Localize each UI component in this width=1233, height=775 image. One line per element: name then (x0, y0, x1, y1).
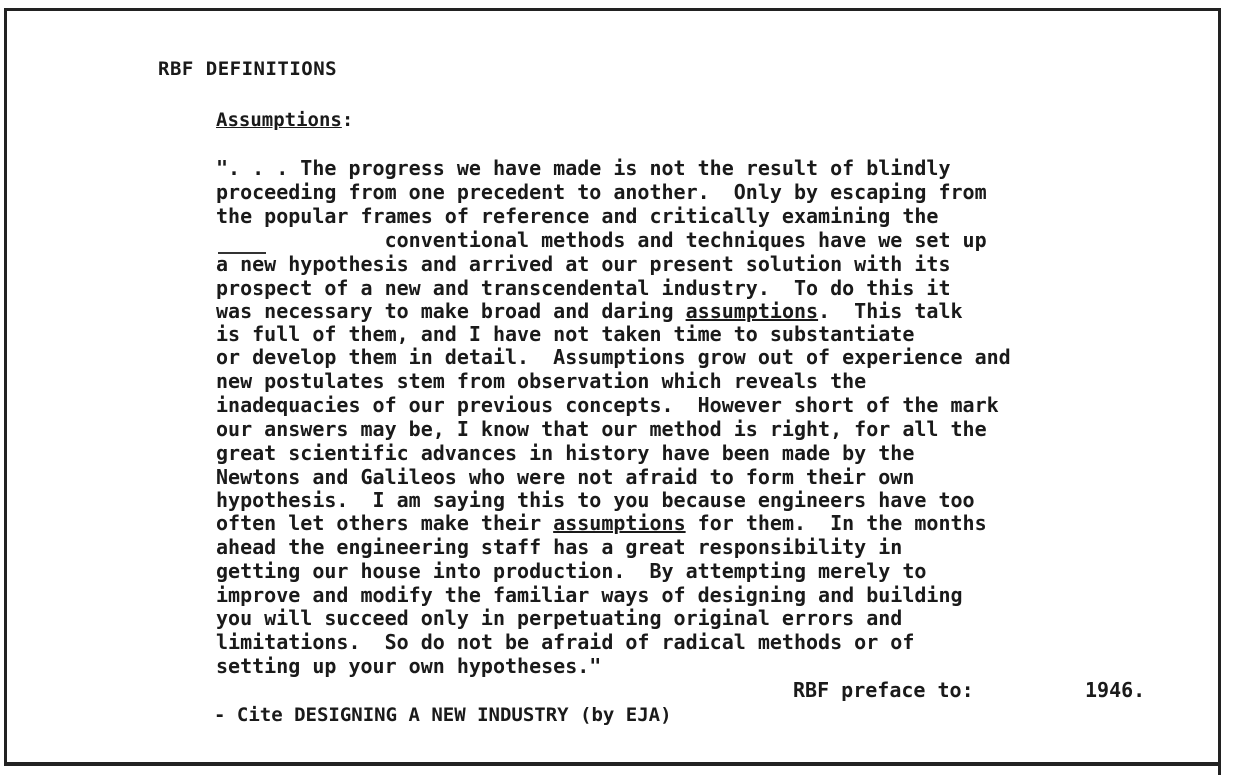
quote-line: our answers may be, I know that our method is right, for all the (216, 417, 987, 441)
citation: - Cite DESIGNING A NEW INDUSTRY (by EJA) (214, 704, 672, 726)
right-edge-rule (1218, 8, 1221, 775)
quote-line: the popular frames of reference and critically examining the (216, 204, 939, 228)
document-header: RBF DEFINITIONS (158, 58, 338, 80)
section-heading-colon: : (341, 109, 354, 131)
section-heading (216, 109, 353, 131)
quote-line: ". . . The progress we have made is not the result of blindly (216, 156, 951, 180)
section-heading-text: Assumptions (216, 109, 342, 131)
quote-line-tail: for them. In the months (685, 511, 987, 535)
quote-line: inadequacies of our previous concepts. However short of the mark (216, 393, 999, 417)
quote-line (216, 300, 963, 322)
quote-line: is full of them, and I have not taken time to substantiate (216, 322, 915, 346)
quote-line: improve and modify the familiar ways of designing and building (216, 583, 963, 607)
attribution: RBF preface to: (793, 678, 974, 702)
quote-line: a new hypothesis and arrived at our present solution with its (216, 252, 951, 276)
quote-line-text: was necessary to make broad and daring (216, 299, 686, 323)
quote-line: ahead the engineering staff has a great responsibility in (216, 535, 903, 559)
quote-line: or develop them in detail. Assumptions grow out of experience and (216, 345, 1011, 369)
attribution-year: 1946. (1085, 678, 1146, 702)
quote-line: limitations. So do not be afraid of radical methods or of (216, 630, 915, 654)
underlined-word: assumptions (685, 299, 819, 323)
quote-line-text: often let others make their (216, 511, 554, 535)
quote-line: you will succeed only in perpetuating original errors and (216, 606, 903, 630)
quote-line: hypothesis. I am saying this to you because engineers have too (216, 488, 975, 512)
quote-line: getting our house into production. By attempting merely to (216, 559, 927, 583)
quote-line: proceeding from one precedent to another. Only by escaping from (216, 180, 987, 204)
quote-line: prospect of a new and transcendental industry. To do this it (216, 276, 951, 300)
underlined-word: assumptions (553, 511, 686, 535)
quote-line: conventional methods and techniques have we set up (216, 228, 987, 252)
quote-line: setting up your own hypotheses." (216, 654, 602, 678)
quote-line: Newtons and Galileos who were not afraid to form their own (216, 465, 915, 489)
quote-line: great scientific advances in history have been made by the (216, 441, 915, 465)
quote-line-tail: . This talk (818, 299, 963, 323)
quote-line: new postulates stem from observation which reveals the (216, 369, 867, 393)
quote-line (216, 512, 987, 534)
